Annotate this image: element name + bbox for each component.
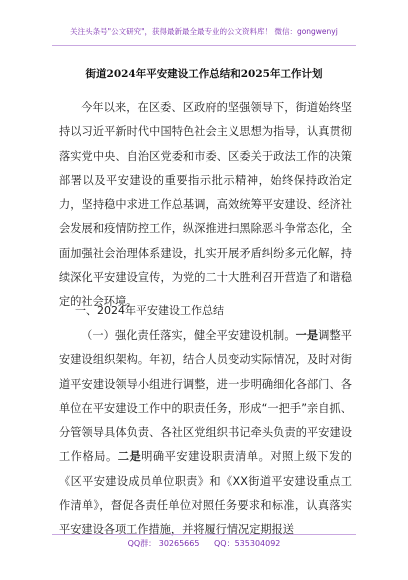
intro-paragraph-text: 今年以来，在区委、区政府的坚强领导下，街道始终坚持以习近平新时代中国特色社会主义思想为指导，认真贯彻落实党中央、自治区党委和市委、区委关于政法工作的决策部署以及平安建设的重要指示批示精神，始终保持政治定力，坚持稳中求进工作总基调，高效统筹平安建设、经济社会发展和疫情防控工作，纵深推进扫黑除恶斗争常态化，全面加强社会治理体系建设，扎实开展矛盾纠纷多元化解，持续深化平安建设宣传，为党的二十大胜利召开营造了和谐稳定的社会环境。 [59,101,352,309]
document-title: 街道2024年平安建设工作总结和2025年工作计划 [85,68,323,80]
point-one-text: 调整平安建设组织架构。年初，结合人员变动实际情况，及时对街道平安建设领导小组进行调整，进一步明确细化各部门、各单位在平安建设工作中的职责任务，形成“一把手”亲自抓、分管领导具体负责、各社区党组织书记牵头负责的平安建设工作格局。 [59,329,352,464]
point-two-text: 明确平安建设职责清单。对照上级下发的《区平安建设成员单位职责》和《XX街道平安建设重点工作清单》，督促各责任单位对照任务要求和标准，认真落实平安建设各项工作措施，并将履行情况定期报送 [59,450,352,537]
paragraph-lead: （一）强化责任落实，健全平安建设机制。 [81,329,296,342]
section-heading: 一、2024年平安建设工作总结 [75,304,224,317]
header-banner: 关注头条号"公文研究"，获得最新最全最专业的公文资料库！ 微信：gongwenyj [70,27,338,36]
responsibility-paragraph [59,324,352,543]
point-marker-two: 二是 [117,450,142,464]
footer-contact [0,538,408,549]
point-marker-one: 一是 [295,329,319,342]
footer-qq-group: QQ群： 30265665 [127,539,200,548]
footer-divider [52,534,356,535]
header-divider [52,45,356,46]
footer-qq: QQ：535304092 [214,539,281,548]
intro-paragraph [59,96,352,315]
